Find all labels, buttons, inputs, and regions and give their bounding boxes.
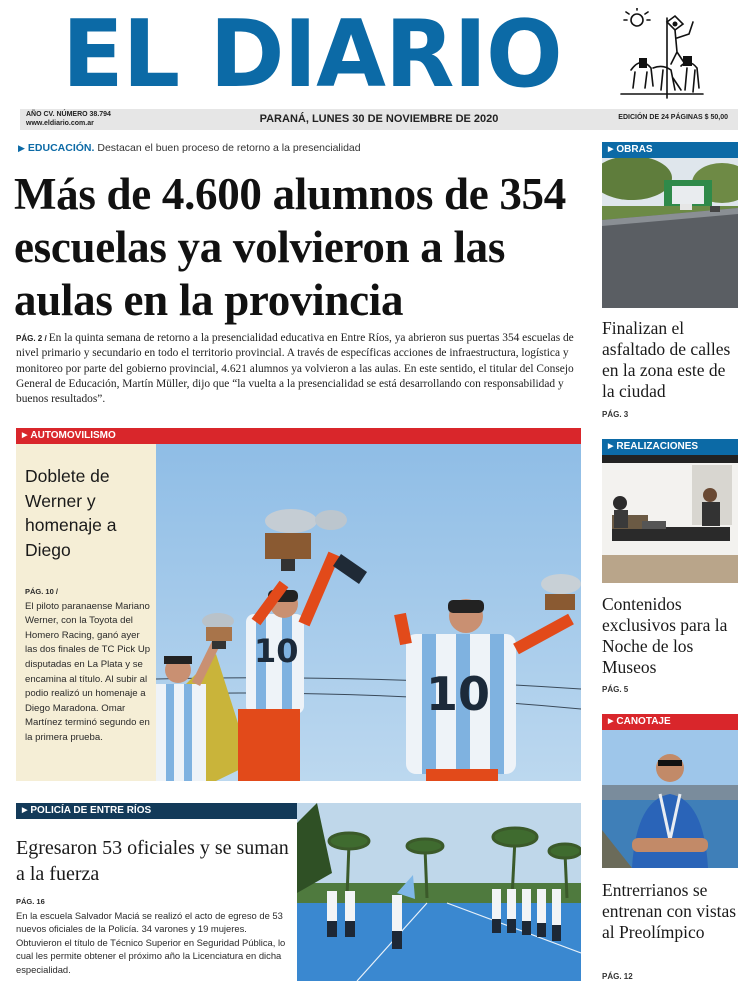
dateline: PARANÁ, LUNES 30 DE NOVIEMBRE DE 2020 (259, 113, 499, 125)
obras-page-ref: PÁG. 3 (602, 410, 629, 419)
graduation-photo[interactable] (297, 803, 581, 981)
section-label: REALIZACIONES (616, 441, 699, 452)
play-arrow-icon: ▶ (22, 807, 28, 814)
play-arrow-icon: ▶ (608, 146, 614, 153)
policia-headline[interactable]: Egresaron 53 oficiales y se suman a la fuerza (16, 837, 289, 885)
athlete-photo[interactable] (602, 730, 738, 868)
newspaper-logo[interactable]: EL DIARIO (62, 0, 562, 108)
realizaciones-page-ref: PÁG. 5 (602, 685, 629, 694)
policia-body (16, 894, 294, 977)
canotaje-page-ref: PÁG. 12 (602, 972, 633, 981)
section-label: CANOTAJE (616, 716, 671, 727)
policia-text: En la escuela Salvador Maciá se realizó el acto de egreso de 53 nuevos oficiales de la Policía. 34 varones y 19 mujeres. Obtuvieron el título de Técnico Superior en Seguridad Pública, lo cual les permite obtener el próximo año la Licenciatura en dicha especialidad. (16, 909, 286, 975)
automovilismo-story-box (16, 444, 156, 781)
don-quixote-logo-icon (617, 8, 707, 103)
policia-page-ref: PÁG. 16 (16, 897, 45, 906)
main-story-text: En la quinta semana de retorno a la presencialidad educativa en Entre Ríos, ya abrieron sus puertas 354 escuelas de nivel primario y secundario en todo el territorio provincial. A través de específicas acciones de infraestructura, logística y monitoreo por parte del gobierno provincial, 4.621 alumnos ya volvieron a las aulas. En este sentido, el titular del Consejo General de Educación, Martín Müller, dijo que “la vuelta a la presencialidad se está desarrollando con responsabilidad y buenos resultados”. (16, 332, 574, 406)
main-headline[interactable]: Más de 4.600 alumnos de 354 escuelas ya volvieron a las aulas en la provincia (14, 169, 566, 325)
play-arrow-icon: ▶ (18, 143, 25, 153)
podium-photo[interactable] (156, 444, 581, 781)
main-story-page-ref: PÁG. 2 / (16, 334, 47, 343)
main-story-body (16, 331, 582, 407)
main-kicker (18, 142, 361, 154)
automovilismo-body (25, 585, 153, 746)
canotaje-headline[interactable]: Entrerrianos se entrenan con vistas al Preolímpico (602, 880, 737, 942)
automovilismo-page-ref: PÁG. 10 / (25, 587, 58, 596)
kicker-tag[interactable]: EDUCACIÓN. (27, 142, 95, 154)
play-arrow-icon: ▶ (608, 718, 614, 725)
kicker-text: Destacan el buen proceso de retorno a la presencialidad (97, 142, 361, 154)
play-arrow-icon: ▶ (608, 443, 614, 450)
realizaciones-headline[interactable]: Contenidos exclusivos para la Noche de los Museos (602, 594, 728, 677)
jersey-number: 10 (426, 667, 491, 721)
edition-price: EDICIÓN DE 24 PÁGINAS $ 50,00 (618, 114, 728, 121)
section-bar-obras[interactable] (602, 142, 738, 158)
info-bar (20, 109, 738, 130)
obras-headline[interactable]: Finalizan el asfaltado de calles en la zona este de la ciudad (602, 318, 731, 401)
section-bar-policia[interactable] (16, 803, 297, 819)
play-arrow-icon: ▶ (22, 432, 28, 439)
section-bar-realizaciones[interactable] (602, 439, 738, 455)
section-bar-automovilismo[interactable] (16, 428, 581, 444)
section-bar-canotaje[interactable] (602, 714, 738, 730)
automovilismo-text: El piloto paranaense Mariano Werner, con la Toyota del Homero Racing, ganó ayer las dos finales de TC Pick Up disputadas en La Plata y se encamina al título. Al subir al podio realizó un homenaje a Diego Maradona. Omar Martínez terminó segundo en la primera prueba. (25, 600, 151, 743)
automovilismo-headline[interactable]: Doblete de Werner y homenaje a Diego (25, 466, 117, 560)
issue-number: AÑO CV. NÚMERO 38.794 (26, 111, 111, 118)
jersey-number: 10 (254, 632, 299, 670)
street-photo[interactable] (602, 158, 738, 308)
section-label: AUTOMOVILISMO (30, 430, 116, 441)
website-link[interactable]: www.eldiario.com.ar (26, 119, 94, 127)
masthead (0, 0, 750, 108)
section-label: POLICÍA DE ENTRE RÍOS (30, 805, 152, 816)
section-label: OBRAS (616, 144, 653, 155)
studio-photo[interactable] (602, 455, 738, 583)
